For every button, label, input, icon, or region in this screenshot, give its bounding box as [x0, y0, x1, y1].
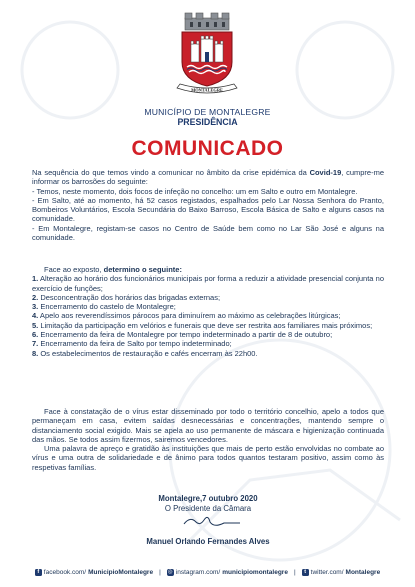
facebook-handle: MunicipioMontalegre [88, 568, 154, 576]
signatory-role: O Presidente da Câmara [164, 504, 252, 513]
facebook-link-text: facebook.com/ [43, 568, 87, 576]
intro-covid-highlight: Covid-19 [309, 168, 342, 177]
page-title: COMUNICADO [131, 137, 284, 160]
instagram-handle: municipiomontalegre [222, 568, 288, 576]
list-item-text: Encerramento da feira de Salto por tempo indeterminado; [38, 339, 232, 349]
facebook-link[interactable] [35, 569, 153, 576]
list-item [32, 293, 384, 302]
list-item-number: 4. [32, 311, 39, 321]
crest-scroll-text: MONTALEGRE [191, 87, 223, 93]
list-item-text: Limitação da participação em velórios e funerais que deve ser restrita aos familiares mais próximos; [38, 320, 373, 330]
list-item-number: 8. [32, 348, 39, 358]
list-item [32, 274, 384, 293]
decision-lead-bold: determino o seguinte: [103, 265, 182, 274]
signatory-name: Manuel Orlando Fernandes Alves [146, 537, 270, 546]
twitter-link[interactable] [302, 569, 381, 576]
place-date: Montalegre,7 outubro 2020 [158, 494, 258, 503]
list-item-text: Os estabelecimentos de restauração e cafés encerram às 22h00. [38, 348, 258, 358]
closing-section [32, 407, 384, 472]
social-footer [0, 566, 415, 578]
intro-section [32, 168, 384, 242]
decision-lead-text: Face ao exposto, [44, 265, 104, 274]
footer-separator: | [159, 568, 161, 576]
intro-line-montalegre: - Em Montalegre, registam-se casos no Centro de Saúde bem como no Lar São José e alguns na comunidade. [32, 223, 384, 243]
intro-line-salto: - Em Salto, até ao momento, há 52 casos registados, espalhados pelo Lar Nossa Senhora do Pranto, Bombeiros Voluntários, Escola Secundária do Baixo Barroso, Escola Básica de Salto e alguns casos na comunidade. [32, 195, 384, 224]
coat-of-arms-icon [171, 12, 243, 98]
handwritten-signature-icon [180, 512, 244, 530]
list-item [32, 311, 384, 320]
list-item [32, 302, 384, 311]
intro-text-end: , cumpre-me informar os barrosões do seguinte: [32, 168, 384, 187]
list-item-number: 3. [32, 302, 39, 312]
facebook-icon: f [35, 569, 42, 576]
list-item-text: Desconcentração dos horários das brigadas externas; [38, 292, 221, 302]
closing-paragraph-gratitude: Uma palavra de apreço e gratidão às instituições que mais de perto estão envolvidas no combate ao vírus e uma outra de solidariedade e de ânimo para todos quantos testaram positivo, assim como às respetivas famílias. [32, 444, 384, 472]
instagram-link-text: instagram.com/ [175, 568, 221, 576]
footer-separator: | [293, 568, 296, 576]
signature-block [32, 494, 384, 514]
instagram-link[interactable] [167, 569, 288, 576]
list-item-text: Apelo aos reverendíssimos párocos para diminuírem ao máximo as celebrações litúrgicas; [38, 311, 341, 321]
list-item-text: Encerramento do castelo de Montalegre; [38, 302, 176, 312]
decision-lead [32, 265, 384, 274]
department-name: PRESIDÊNCIA [177, 117, 238, 127]
list-item-number: 5. [32, 320, 39, 330]
decision-section [32, 265, 384, 358]
list-item-number: 1. [32, 274, 39, 284]
list-item-number: 7. [32, 339, 39, 349]
twitter-link-text: twitter.com/ [310, 568, 344, 576]
instagram-icon: ◎ [167, 568, 173, 575]
list-item-number: 6. [32, 330, 39, 340]
intro-line-focus: - Temos, neste momento, dois focos de infeção no concelho: um em Salto e outro em Montalegre. [32, 186, 358, 196]
intro-text: Na sequência do que temos vindo a comunicar no âmbito da crise epidémica da [32, 168, 310, 177]
list-item [32, 330, 384, 339]
twitter-icon: t [302, 569, 309, 576]
closing-paragraph-appeal: Face à constatação de o vírus estar disseminado por todo o território concelhio, apelo a todos que permaneçam em casa, evitem saídas desnecessárias e concentrações, mantendo sempre o distanciamento social exigido. Mais se apela ao uso permanente de máscara e higienização continuada das mãos. Se todos assim fizermos, sairemos vencedores. [32, 407, 384, 444]
list-item-text: Encerramento da feira de Montalegre por tempo indeterminado a partir de 8 de outubro; [38, 330, 333, 340]
list-item [32, 339, 384, 348]
list-item-number: 2. [32, 292, 39, 302]
list-item-text: Alteração ao horário dos funcionários municipais por forma a reduzir a atividade presencial conjunta no exercício de funções; [32, 274, 384, 293]
list-item [32, 349, 384, 358]
list-item [32, 321, 384, 330]
intro-paragraph [32, 168, 384, 187]
municipality-name: MUNICÍPIO DE MONTALEGRE [144, 107, 271, 117]
twitter-handle: Montalegre [345, 568, 381, 576]
